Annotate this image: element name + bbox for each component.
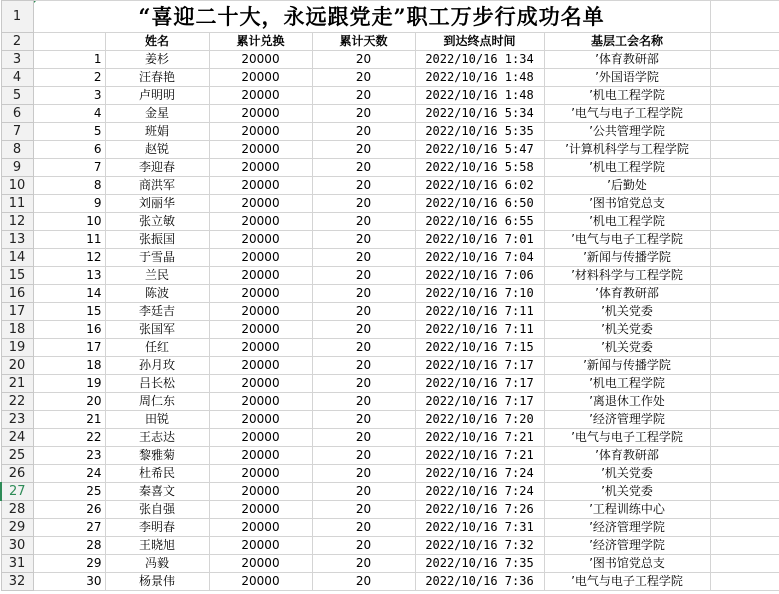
table-row (1, 483, 779, 501)
cell-union[interactable]: ’计算机科学与工程学院 (544, 141, 710, 159)
table-row (1, 69, 779, 87)
cell-no[interactable]: 29 (33, 555, 105, 573)
cell-finish-time[interactable]: 2022/10/16 7:21 (415, 429, 544, 447)
cell-finish-time[interactable]: 2022/10/16 7:21 (415, 447, 544, 465)
cell-finish-time[interactable]: 2022/10/16 6:50 (415, 195, 544, 213)
cell-name[interactable]: 吕长松 (105, 375, 209, 393)
cell-union[interactable]: ’经济管理学院 (544, 537, 710, 555)
row-header[interactable]: 9 (1, 159, 33, 177)
cell-no[interactable]: 26 (33, 501, 105, 519)
cell-no[interactable]: 7 (33, 159, 105, 177)
table-row (1, 573, 779, 591)
cell-steps[interactable]: 20000 (209, 51, 312, 69)
cell-finish-time[interactable]: 2022/10/16 6:55 (415, 213, 544, 231)
cell-name[interactable]: 杜希民 (105, 465, 209, 483)
empty-cell[interactable] (710, 141, 779, 159)
empty-cell[interactable] (710, 429, 779, 447)
cell-days[interactable]: 20 (312, 69, 415, 87)
cell-days[interactable]: 20 (312, 357, 415, 375)
cell-name[interactable]: 商洪军 (105, 177, 209, 195)
cell-union[interactable]: ’机关党委 (544, 483, 710, 501)
cell-name[interactable]: 王晓旭 (105, 537, 209, 555)
cell-union[interactable]: ’经济管理学院 (544, 519, 710, 537)
row-header[interactable]: 21 (1, 375, 33, 393)
cell-union[interactable]: ’机关党委 (544, 339, 710, 357)
cell-steps[interactable]: 20000 (209, 321, 312, 339)
empty-cell[interactable] (710, 321, 779, 339)
cell-days[interactable]: 20 (312, 213, 415, 231)
cell-no[interactable]: 16 (33, 321, 105, 339)
cell-name[interactable]: 李廷吉 (105, 303, 209, 321)
table-row (1, 87, 779, 105)
table-row (1, 501, 779, 519)
cell-days[interactable]: 20 (312, 411, 415, 429)
cell-finish-time[interactable]: 2022/10/16 7:20 (415, 411, 544, 429)
cell-finish-time[interactable]: 2022/10/16 7:01 (415, 231, 544, 249)
row-header[interactable]: 8 (1, 141, 33, 159)
cell-days[interactable]: 20 (312, 231, 415, 249)
empty-cell[interactable] (710, 123, 779, 141)
table-row (1, 177, 779, 195)
cell-finish-time[interactable]: 2022/10/16 1:48 (415, 69, 544, 87)
cell-name[interactable]: 金星 (105, 105, 209, 123)
cell-finish-time[interactable]: 2022/10/16 7:32 (415, 537, 544, 555)
empty-cell[interactable] (710, 159, 779, 177)
cell-name[interactable]: 张振国 (105, 231, 209, 249)
cell-days[interactable]: 20 (312, 321, 415, 339)
empty-cell[interactable] (710, 285, 779, 303)
cell-no[interactable]: 15 (33, 303, 105, 321)
cell-no[interactable]: 4 (33, 105, 105, 123)
cell-no[interactable]: 23 (33, 447, 105, 465)
empty-cell[interactable] (710, 393, 779, 411)
table-row (1, 231, 779, 249)
cell-steps[interactable]: 20000 (209, 123, 312, 141)
cell-steps[interactable]: 20000 (209, 159, 312, 177)
cell-finish-time[interactable]: 2022/10/16 7:17 (415, 357, 544, 375)
cell-no[interactable]: 28 (33, 537, 105, 555)
cell-steps[interactable]: 20000 (209, 375, 312, 393)
cell-name[interactable]: 王志达 (105, 429, 209, 447)
cell-no[interactable]: 5 (33, 123, 105, 141)
cell-no[interactable]: 17 (33, 339, 105, 357)
row-header[interactable]: 28 (1, 501, 33, 519)
cell-steps[interactable]: 20000 (209, 69, 312, 87)
table-row (1, 519, 779, 537)
cell-steps[interactable]: 20000 (209, 501, 312, 519)
cell-union[interactable]: ’新闻与传播学院 (544, 357, 710, 375)
cell-union[interactable]: ’机电工程学院 (544, 375, 710, 393)
cell-no[interactable]: 2 (33, 69, 105, 87)
cell-finish-time[interactable]: 2022/10/16 7:11 (415, 321, 544, 339)
header-cell-steps[interactable]: 累计兑换 (209, 33, 312, 51)
cell-name[interactable]: 杨景伟 (105, 573, 209, 591)
cell-steps[interactable]: 20000 (209, 429, 312, 447)
cell-union[interactable]: ’公共管理学院 (544, 123, 710, 141)
empty-cell[interactable] (710, 339, 779, 357)
empty-cell[interactable] (710, 177, 779, 195)
table-row (1, 465, 779, 483)
cell-days[interactable]: 20 (312, 177, 415, 195)
table-row (1, 555, 779, 573)
row-header[interactable]: 24 (1, 429, 33, 447)
empty-cell[interactable] (710, 1, 779, 33)
cell-days[interactable]: 20 (312, 429, 415, 447)
cell-finish-time[interactable]: 2022/10/16 5:35 (415, 123, 544, 141)
cell-steps[interactable]: 20000 (209, 213, 312, 231)
row-header[interactable]: 20 (1, 357, 33, 375)
cell-steps[interactable]: 20000 (209, 537, 312, 555)
cell-steps[interactable]: 20000 (209, 411, 312, 429)
row-header[interactable]: 32 (1, 573, 33, 591)
cell-finish-time[interactable]: 2022/10/16 7:04 (415, 249, 544, 267)
cell-steps[interactable]: 20000 (209, 573, 312, 591)
cell-name[interactable]: 黎雅菊 (105, 447, 209, 465)
row-header[interactable]: 1 (1, 1, 33, 33)
header-cell-no[interactable] (33, 33, 105, 51)
table-row (1, 447, 779, 465)
cell-days[interactable]: 20 (312, 105, 415, 123)
cell-union[interactable]: ’图书馆党总支 (544, 195, 710, 213)
header-cell-union[interactable]: 基层工会名称 (544, 33, 710, 51)
empty-cell[interactable] (710, 411, 779, 429)
cell-days[interactable]: 20 (312, 267, 415, 285)
cell-union[interactable]: ’工程训练中心 (544, 501, 710, 519)
cell-steps[interactable]: 20000 (209, 267, 312, 285)
cell-name[interactable]: 班娟 (105, 123, 209, 141)
empty-cell[interactable] (710, 465, 779, 483)
cell-union[interactable]: ’机电工程学院 (544, 213, 710, 231)
empty-cell[interactable] (710, 231, 779, 249)
cell-days[interactable]: 20 (312, 447, 415, 465)
cell-finish-time[interactable]: 2022/10/16 5:58 (415, 159, 544, 177)
cell-no[interactable]: 24 (33, 465, 105, 483)
row-header[interactable]: 18 (1, 321, 33, 339)
cell-days[interactable]: 20 (312, 51, 415, 69)
empty-cell[interactable] (710, 555, 779, 573)
empty-cell[interactable] (710, 537, 779, 555)
title-row (1, 1, 779, 33)
empty-cell[interactable] (710, 249, 779, 267)
row-header[interactable]: 12 (1, 213, 33, 231)
cell-name[interactable]: 周仁东 (105, 393, 209, 411)
cell-steps[interactable]: 20000 (209, 105, 312, 123)
row-header[interactable]: 15 (1, 267, 33, 285)
cell-name[interactable]: 张立敏 (105, 213, 209, 231)
cell-union[interactable]: ’电气与电子工程学院 (544, 231, 710, 249)
row-header[interactable]: 19 (1, 339, 33, 357)
cell-name[interactable]: 陈波 (105, 285, 209, 303)
row-header[interactable]: 30 (1, 537, 33, 555)
cell-name[interactable]: 兰民 (105, 267, 209, 285)
empty-cell[interactable] (710, 105, 779, 123)
header-cell-name[interactable]: 姓名 (105, 33, 209, 51)
cell-name[interactable]: 于雪晶 (105, 249, 209, 267)
cell-finish-time[interactable]: 2022/10/16 7:15 (415, 339, 544, 357)
cell-days[interactable]: 20 (312, 465, 415, 483)
cell-union[interactable]: ’机电工程学院 (544, 159, 710, 177)
cell-days[interactable]: 20 (312, 87, 415, 105)
cell-finish-time[interactable]: 2022/10/16 7:06 (415, 267, 544, 285)
cell-union[interactable]: ’离退休工作处 (544, 393, 710, 411)
cell-name[interactable]: 刘丽华 (105, 195, 209, 213)
cell-steps[interactable]: 20000 (209, 555, 312, 573)
row-header[interactable]: 5 (1, 87, 33, 105)
cell-union[interactable]: ’外国语学院 (544, 69, 710, 87)
row-header[interactable]: 11 (1, 195, 33, 213)
cell-no[interactable]: 27 (33, 519, 105, 537)
row-header[interactable]: 23 (1, 411, 33, 429)
cell-name[interactable]: 张国军 (105, 321, 209, 339)
cell-name[interactable]: 冯毅 (105, 555, 209, 573)
empty-cell[interactable] (710, 519, 779, 537)
cell-no[interactable]: 22 (33, 429, 105, 447)
cell-finish-time[interactable]: 2022/10/16 7:35 (415, 555, 544, 573)
cell-name[interactable]: 汪春艳 (105, 69, 209, 87)
cell-name[interactable]: 姜杉 (105, 51, 209, 69)
row-header[interactable]: 6 (1, 105, 33, 123)
cell-no[interactable]: 13 (33, 267, 105, 285)
cell-name[interactable]: 李明春 (105, 519, 209, 537)
cell-steps[interactable]: 20000 (209, 195, 312, 213)
cell-finish-time[interactable]: 2022/10/16 7:36 (415, 573, 544, 591)
table-row (1, 285, 779, 303)
header-row (1, 33, 779, 51)
cell-finish-time[interactable]: 2022/10/16 7:11 (415, 303, 544, 321)
cell-union[interactable]: ’后勤处 (544, 177, 710, 195)
cell-days[interactable]: 20 (312, 375, 415, 393)
empty-cell[interactable] (710, 303, 779, 321)
cell-name[interactable]: 卢明明 (105, 87, 209, 105)
cell-steps[interactable]: 20000 (209, 141, 312, 159)
cell-days[interactable]: 20 (312, 537, 415, 555)
cell-union[interactable]: ’图书馆党总支 (544, 555, 710, 573)
cell-union[interactable]: ’新闻与传播学院 (544, 249, 710, 267)
empty-cell[interactable] (710, 51, 779, 69)
empty-cell[interactable] (710, 195, 779, 213)
cell-no[interactable]: 1 (33, 51, 105, 69)
cell-steps[interactable]: 20000 (209, 393, 312, 411)
cell-no[interactable]: 3 (33, 87, 105, 105)
cell-days[interactable]: 20 (312, 501, 415, 519)
table-row (1, 411, 779, 429)
cell-finish-time[interactable]: 2022/10/16 5:34 (415, 105, 544, 123)
cell-finish-time[interactable]: 2022/10/16 1:48 (415, 87, 544, 105)
cell-steps[interactable]: 20000 (209, 231, 312, 249)
sheet-title[interactable]: “喜迎二十大，永远跟党走”职工万步行成功名单 (33, 1, 710, 33)
cell-finish-time[interactable]: 2022/10/16 7:26 (415, 501, 544, 519)
cell-finish-time[interactable]: 2022/10/16 7:17 (415, 393, 544, 411)
empty-cell[interactable] (710, 267, 779, 285)
empty-cell[interactable] (710, 573, 779, 591)
row-header[interactable]: 25 (1, 447, 33, 465)
cell-days[interactable]: 20 (312, 285, 415, 303)
cell-union[interactable]: ’经济管理学院 (544, 411, 710, 429)
cell-no[interactable]: 12 (33, 249, 105, 267)
cell-finish-time[interactable]: 2022/10/16 5:47 (415, 141, 544, 159)
cell-steps[interactable]: 20000 (209, 519, 312, 537)
row-header[interactable]: 29 (1, 519, 33, 537)
empty-cell[interactable] (710, 483, 779, 501)
cell-union[interactable]: ’机关党委 (544, 321, 710, 339)
table-row (1, 375, 779, 393)
cell-finish-time[interactable]: 2022/10/16 1:34 (415, 51, 544, 69)
table-row (1, 141, 779, 159)
row-header[interactable]: 7 (1, 123, 33, 141)
row-header[interactable]: 10 (1, 177, 33, 195)
table-row (1, 195, 779, 213)
cell-days[interactable]: 20 (312, 159, 415, 177)
table-row (1, 249, 779, 267)
cell-no[interactable]: 9 (33, 195, 105, 213)
table-row (1, 429, 779, 447)
cell-name[interactable]: 田锐 (105, 411, 209, 429)
cell-finish-time[interactable]: 2022/10/16 7:31 (415, 519, 544, 537)
cell-union[interactable]: ’机关党委 (544, 303, 710, 321)
cell-union[interactable]: ’材料科学与工程学院 (544, 267, 710, 285)
cell-days[interactable]: 20 (312, 519, 415, 537)
header-cell-days[interactable]: 累计天数 (312, 33, 415, 51)
cell-union[interactable]: ’机电工程学院 (544, 87, 710, 105)
empty-cell[interactable] (710, 501, 779, 519)
row-header[interactable]: 26 (1, 465, 33, 483)
cell-union[interactable]: ’机关党委 (544, 465, 710, 483)
cell-no[interactable]: 20 (33, 393, 105, 411)
row-header[interactable]: 4 (1, 69, 33, 87)
cell-finish-time[interactable]: 2022/10/16 6:02 (415, 177, 544, 195)
cell-union[interactable]: ’电气与电子工程学院 (544, 429, 710, 447)
cell-days[interactable]: 20 (312, 573, 415, 591)
row-header[interactable]: 17 (1, 303, 33, 321)
cell-no[interactable]: 18 (33, 357, 105, 375)
empty-cell[interactable] (710, 357, 779, 375)
cell-no[interactable]: 11 (33, 231, 105, 249)
row-header[interactable]: 13 (1, 231, 33, 249)
table-row (1, 213, 779, 231)
empty-cell[interactable] (710, 447, 779, 465)
cell-days[interactable]: 20 (312, 339, 415, 357)
cell-union[interactable]: ’电气与电子工程学院 (544, 105, 710, 123)
cell-name[interactable]: 李迎春 (105, 159, 209, 177)
table-row (1, 357, 779, 375)
row-header[interactable]: 27 (1, 483, 33, 501)
table-row (1, 123, 779, 141)
cell-union[interactable]: ’体育教研部 (544, 447, 710, 465)
empty-cell[interactable] (710, 375, 779, 393)
cell-finish-time[interactable]: 2022/10/16 7:17 (415, 375, 544, 393)
header-cell-finish-time[interactable]: 到达终点时间 (415, 33, 544, 51)
cell-days[interactable]: 20 (312, 303, 415, 321)
empty-cell[interactable] (710, 33, 779, 51)
cell-name[interactable]: 任红 (105, 339, 209, 357)
table-row (1, 321, 779, 339)
row-header[interactable]: 14 (1, 249, 33, 267)
cell-days[interactable]: 20 (312, 249, 415, 267)
row-header[interactable]: 16 (1, 285, 33, 303)
cell-days[interactable]: 20 (312, 393, 415, 411)
cell-steps[interactable]: 20000 (209, 87, 312, 105)
empty-cell[interactable] (710, 69, 779, 87)
cell-union[interactable]: ’体育教研部 (544, 51, 710, 69)
cell-days[interactable]: 20 (312, 555, 415, 573)
cell-days[interactable]: 20 (312, 195, 415, 213)
cell-no[interactable]: 19 (33, 375, 105, 393)
table-row (1, 159, 779, 177)
cell-days[interactable]: 20 (312, 483, 415, 501)
table-row (1, 393, 779, 411)
cell-no[interactable]: 25 (33, 483, 105, 501)
cell-steps[interactable]: 20000 (209, 303, 312, 321)
cell-steps[interactable]: 20000 (209, 465, 312, 483)
cell-days[interactable]: 20 (312, 141, 415, 159)
row-header[interactable]: 2 (1, 33, 33, 51)
cell-union[interactable]: ’电气与电子工程学院 (544, 573, 710, 591)
cell-no[interactable]: 30 (33, 573, 105, 591)
cell-steps[interactable]: 20000 (209, 249, 312, 267)
cell-name[interactable]: 秦喜文 (105, 483, 209, 501)
cell-name[interactable]: 赵锐 (105, 141, 209, 159)
cell-days[interactable]: 20 (312, 123, 415, 141)
cell-steps[interactable]: 20000 (209, 447, 312, 465)
table-row (1, 537, 779, 555)
cell-steps[interactable]: 20000 (209, 483, 312, 501)
table-row (1, 105, 779, 123)
cell-name[interactable]: 孙月玫 (105, 357, 209, 375)
cell-steps[interactable]: 20000 (209, 285, 312, 303)
empty-cell[interactable] (710, 87, 779, 105)
cell-no[interactable]: 10 (33, 213, 105, 231)
table-row (1, 267, 779, 285)
table-row (1, 303, 779, 321)
cell-no[interactable]: 21 (33, 411, 105, 429)
row-header[interactable]: 31 (1, 555, 33, 573)
empty-cell[interactable] (710, 213, 779, 231)
cell-name[interactable]: 张自强 (105, 501, 209, 519)
cell-no[interactable]: 14 (33, 285, 105, 303)
row-header[interactable]: 3 (1, 51, 33, 69)
cell-no[interactable]: 8 (33, 177, 105, 195)
table-row (1, 339, 779, 357)
cell-finish-time[interactable]: 2022/10/16 7:10 (415, 285, 544, 303)
table-row (1, 51, 779, 69)
cell-finish-time[interactable]: 2022/10/16 7:24 (415, 483, 544, 501)
cell-union[interactable]: ’体育教研部 (544, 285, 710, 303)
cell-steps[interactable]: 20000 (209, 339, 312, 357)
cell-no[interactable]: 6 (33, 141, 105, 159)
cell-steps[interactable]: 20000 (209, 177, 312, 195)
cell-steps[interactable]: 20000 (209, 357, 312, 375)
cell-finish-time[interactable]: 2022/10/16 7:24 (415, 465, 544, 483)
row-header[interactable]: 22 (1, 393, 33, 411)
